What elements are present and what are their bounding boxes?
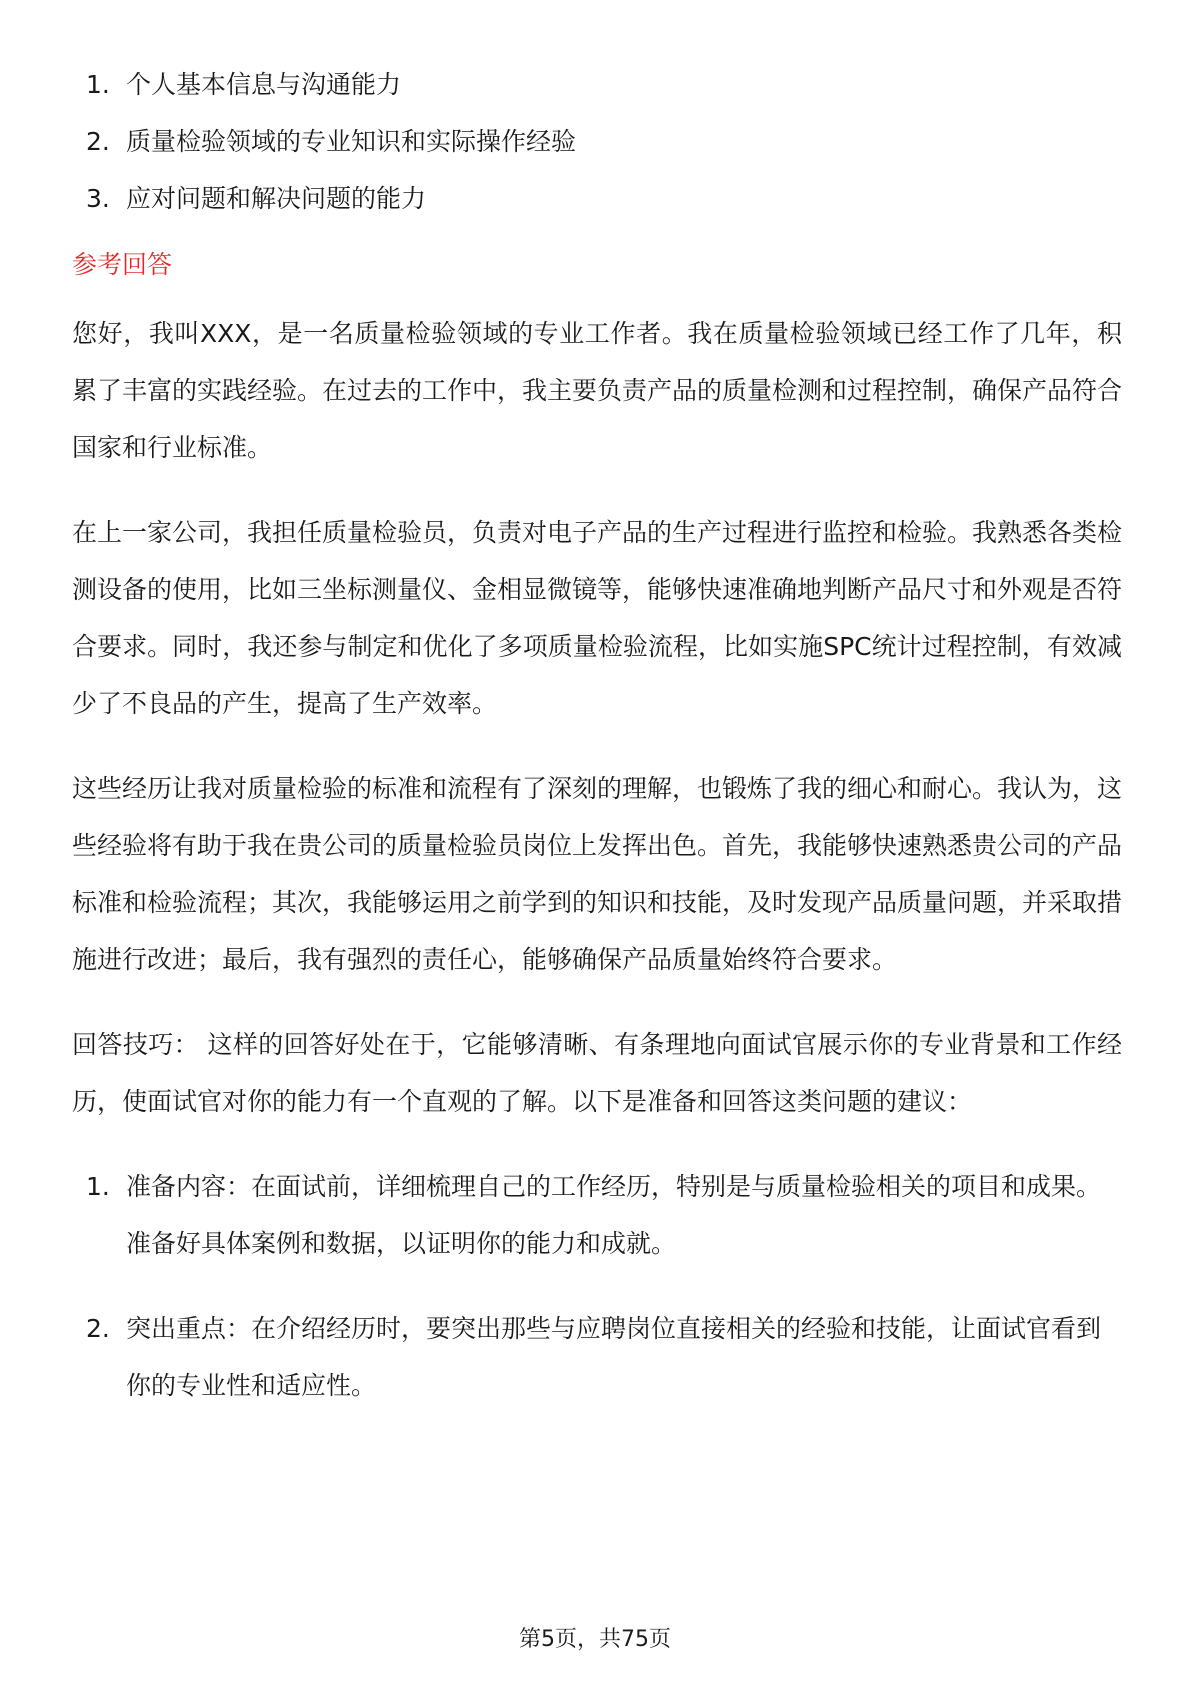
- paragraph-intro: 您好，我叫XXX，是一名质量检验领域的专业工作者。我在质量检验领域已经工作了几年，积累了丰富的实践经验。在过去的工作中，我主要负责产品的质量检测和过程控制，确保产品符合国家和行业标准。: [72, 319, 1123, 462]
- list-item: [72, 170, 1122, 227]
- page-number: 第5页，共75页: [519, 1627, 671, 1652]
- list-text: 应对问题和解决问题的能力: [126, 184, 427, 213]
- paragraph-tips: 回答技巧： 这样的回答好处在于，它能够清晰、有条理地向面试官展示你的专业背景和工作经历，使面试官对你的能力有一个直观的了解。以下是准备和回答这类问题的建议：: [72, 1030, 1122, 1116]
- question-points-list: [72, 56, 1122, 227]
- list-item: [72, 113, 1122, 170]
- list-text: 质量检验领域的专业知识和实际操作经验: [126, 127, 577, 156]
- list-number: 1.: [86, 1172, 110, 1201]
- document-body: [72, 56, 1122, 1442]
- answer-heading: 参考回答: [72, 250, 173, 279]
- list-item: [72, 56, 1122, 113]
- list-text: 准备内容：在面试前，详细梳理自己的工作经历，特别是与质量检验相关的项目和成果。准备好具体案例和数据，以证明你的能力和成就。: [126, 1172, 1102, 1258]
- list-item: [72, 1300, 1122, 1414]
- paragraph-experience: 在上一家公司，我担任质量检验员，负责对电子产品的生产过程进行监控和检验。我熟悉各类检测设备的使用，比如三坐标测量仪、金相显微镜等，能够快速准确地判断产品尺寸和外观是否符合要求。同时，我还参与制定和优化了多项质量检验流程，比如实施SPC统计过程控制，有效减少了不良品的产生，提高了生产效率。: [72, 518, 1123, 718]
- tips-list: [72, 1158, 1122, 1414]
- list-number: 3.: [86, 184, 110, 213]
- list-number: 2.: [86, 1314, 110, 1343]
- list-text: 个人基本信息与沟通能力: [126, 70, 402, 99]
- list-text: 突出重点：在介绍经历时，要突出那些与应聘岗位直接相关的经验和技能，让面试官看到你的专业性和适应性。: [126, 1314, 1102, 1400]
- list-item: [72, 1158, 1122, 1272]
- list-number: 1.: [86, 70, 110, 99]
- list-number: 2.: [86, 127, 110, 156]
- paragraph-reflection: 这些经历让我对质量检验的标准和流程有了深刻的理解，也锻炼了我的细心和耐心。我认为，这些经验将有助于我在贵公司的质量检验员岗位上发挥出色。首先，我能够快速熟悉贵公司的产品标准和检验流程；其次，我能够运用之前学到的知识和技能，及时发现产品质量问题，并采取措施进行改进；最后，我有强烈的责任心，能够确保产品质量始终符合要求。: [72, 774, 1123, 974]
